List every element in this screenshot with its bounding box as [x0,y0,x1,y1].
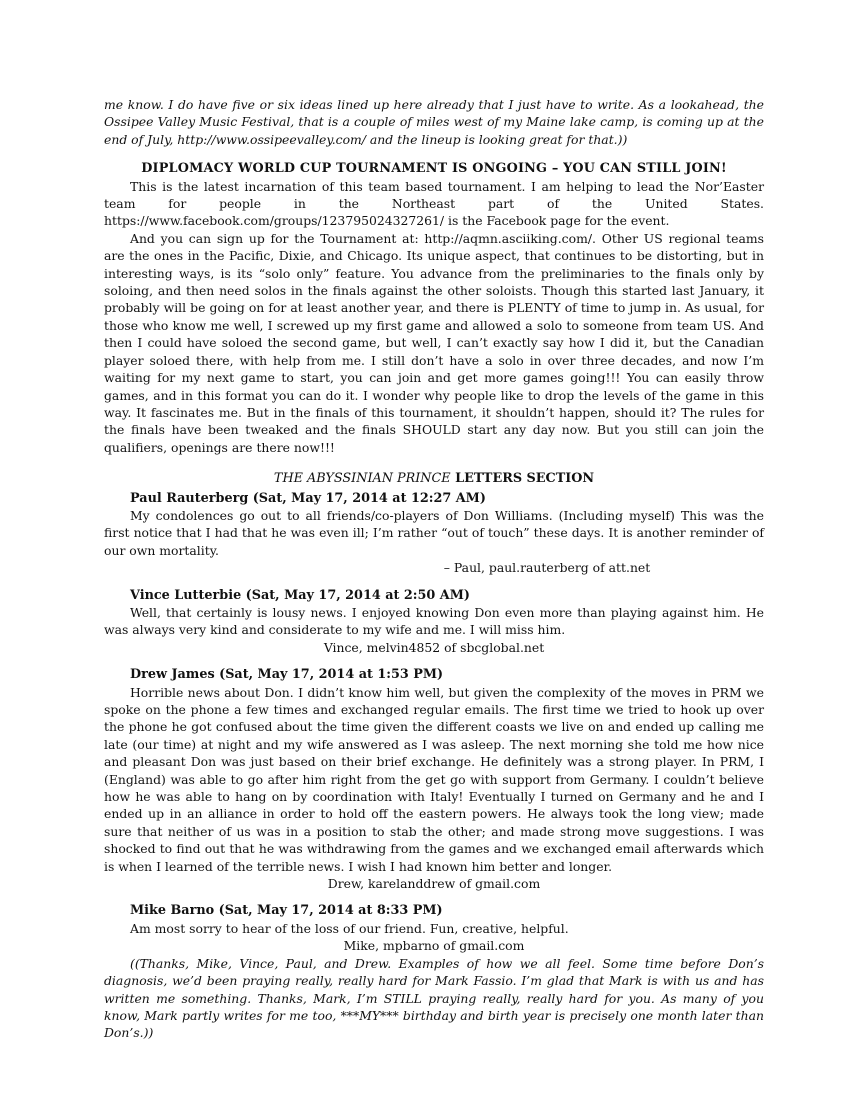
letter-signature: Drew, karelanddrew of gmail.com [327,876,541,892]
letter-header: Paul Rauterberg (Sat, May 17, 2014 at 12:27 AM) [130,490,486,506]
letter-signature: – Paul, paul.rauterberg of att.net [443,560,651,576]
letters-section-title-bold: LETTERS SECTION [455,471,595,487]
letter-body: My condolences go out to all friends/co-players of Don Williams. (Including myself) This was the first notice that I had that he was even ill; I’m rather “out of touch” these days. It is another reminder of our own mortality. [104,507,764,558]
tournament-heading: DIPLOMACY WORLD CUP TOURNAMENT IS ONGOING – YOU CAN STILL JOIN! [141,161,727,177]
intro-paragraph: me know. I do have five or six ideas lined up here already that I just have to write. As a lookahead, the Ossipee Valley Music Festival, that is a couple of miles west of my Maine lake camp, is coming up at the end of July, http://www.ossipeevalley.com/ and the lineup is looking great for that.)) [104,97,764,147]
tournament-paragraph-1: This is the latest incarnation of this team based tournament. I am helping to lead the Nor’Easter team for people in the Northeast part of the United States. https://www.facebook.com/groups/123795024327261/ is the Facebook page for the event. [104,178,764,229]
letter-signature: Vince, melvin4852 of sbcglobal.net [323,639,545,655]
letter-body: Horrible news about Don. I didn’t know him well, but given the complexity of the moves in PRM we spoke on the phone a few times and exchanged regular emails. The first time we tried to hook up over the phone he got confused about the time given the different coasts we live on and ended up calling me late (our time) at night and my wife answered as I was asleep. The next morning she told me how nice and pleasant Don was just based on their brief exchange. He definitely was a strong player. In PRM, I (England) was able to go after him right from the get go with support from Germany. I couldn’t believe how he was able to hang on by coordination with Italy! Eventually I turned on Germany and he and I ended up in an alliance in order to hold off the eastern powers. He always took the long view; made sure that neither of us was in a position to stab the other; and made strong move suggestions. I was shocked to find out that he was withdrawing from the games and we exchanged email afterwards which is when I learned of the terrible news. I wish I had known him better and longer. [104,684,764,874]
letter-vince [104,587,764,657]
letter-header: Vince Lutterbie (Sat, May 17, 2014 at 2:50 AM) [130,587,470,603]
letter-paul [104,490,764,577]
letters-section-title-italic: THE ABYSSINIAN PRINCE [273,471,451,487]
editor-reply: ((Thanks, Mike, Vince, Paul, and Drew. Examples of how we all feel. Some time before Don’s diagnosis, we’d been praying really, really hard for Mark Fassio. I’m glad that Mark is with us and has written me something. Thanks, Mark, I’m STILL praying really, really hard for you. As many of you know, Mark partly writes for me too, ***MY*** birthday and birth year is precisely one month later than Don’s.)) [104,955,764,1041]
letter-header: Drew James (Sat, May 17, 2014 at 1:53 PM) [130,667,444,683]
tournament-paragraph-2: And you can sign up for the Tournament at: http://aqmn.asciiking.com/. Other US regional teams are the ones in the Pacific, Dixie, and Chicago. Its unique aspect, that continues to be distorting, but in interesting ways, is its “solo only” feature. You advance from the preliminaries to the finals only by soloing, and then need solos in the finals against the other soloists. Though this started last January, it probably will be going on for at least another year, and there is PLENTY of time to jump in. As usual, for those who know me well, I screwed up my first game and allowed a solo to someone from team US. And then I could have soloed the second game, but well, I can’t exactly say how I did it, but the Canadian player soloed there, with help from me. I still don’t have a solo in over three decades, and now I’m waiting for my next game to start, you can join and get more games going!!! You can easily throw games, and in this format you can do it. I wonder why people like to drop the levels of the game in this way. It fascinates me. But in the finals of this tournament, it shouldn’t happen, should it? The rules for the finals have been tweaked and the finals SHOULD start any day now. But you still can join the qualifiers, openings are there now!!! [104,230,764,455]
letter-mike [104,902,764,1041]
letter-header: Mike Barno (Sat, May 17, 2014 at 8:33 PM) [130,903,443,919]
letter-body: Am most sorry to hear of the loss of our friend. Fun, creative, helpful. [130,920,569,936]
letter-body: Well, that certainly is lousy news. I enjoyed knowing Don even more than playing against him. He was always very kind and considerate to my wife and me. I will miss him. [104,604,764,638]
letter-drew [104,666,764,892]
letters-section-title [104,470,764,487]
document-page [104,96,764,1042]
letter-signature: Mike, mpbarno of gmail.com [343,938,525,954]
